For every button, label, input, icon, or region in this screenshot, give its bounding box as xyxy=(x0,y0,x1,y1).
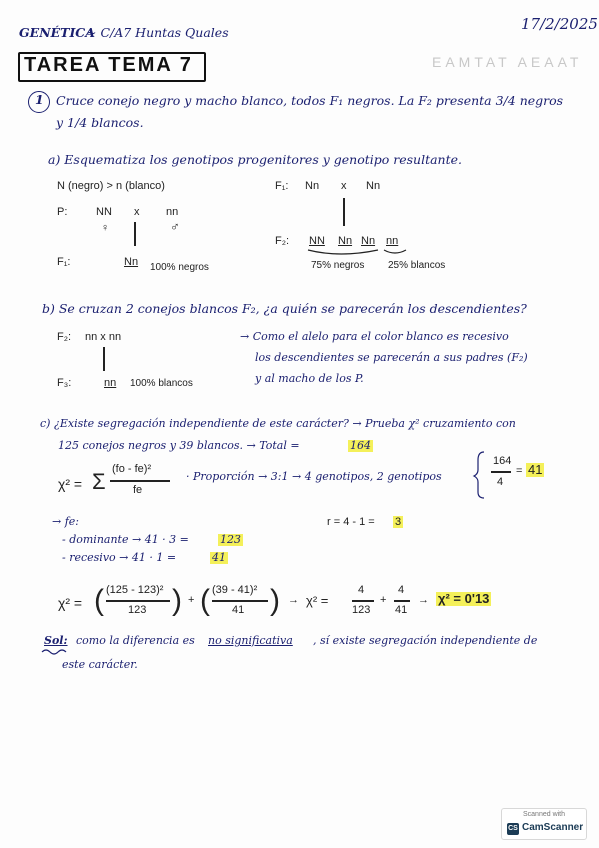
part-b-f3-label: F₃: xyxy=(57,377,72,389)
part-b-label: b) Se cruzan 2 conejos blancos F₂, ¿a quién se parecerán los descendientes? xyxy=(42,301,527,316)
f2-label: F₂: xyxy=(275,235,290,247)
term1-denominator: 123 xyxy=(128,604,147,616)
solution-line1-b: no significativa xyxy=(208,634,293,647)
f2-black-percentage: 75% negros xyxy=(311,260,365,271)
p-female-genotype: NN xyxy=(96,206,112,218)
total-value: 164 xyxy=(350,439,371,452)
f1-cross-parent-a: Nn xyxy=(305,180,320,192)
chi-calc-lhs: χ² = xyxy=(58,595,83,611)
male-symbol-icon: ♂ xyxy=(170,219,180,234)
part-c-label-line1: c) ¿Existe segregación independiente de este carácter? → Prueba χ² cruzamiento con xyxy=(40,417,516,430)
notebook-page: GENÉTICA ~ C/A7 Huntas Quales 17/2/2025 TAREA TEMA 7 EAMTAT AEAAT 1 Cruce conejo negro y macho blanco, todos F₁ negros. La F₂ presenta 3/4 negros y 1/4 blancos. a) Esquematiza los genotipos progenitores y genotipo resultante. N (negro) > n (blanco) P: NN x nn ♀ ♂ F₁: Nn 100% negros F₁: Nn x Nn F₂: NN Nn Nn nn 75% negros 25% blancos b) Se cruzan 2 conejos blancos F₂, ¿a quién se parecerán los descendientes? F₂: nn x nn F₃: nn 100% blancos → Como el alelo para el color blanco es recesivo los descendientes se parecerán a sus padres (F₂) y al macho de los P. c) ¿Existe segregación independiente de este carácter? → Prueba χ² cruzamiento con 125 conejos negros y 39 blancos. → Total = 164 χ² = Σ (fo - fe)² fe · Proporción → 3:1 → 4 genotipos, 2 genotipos 164 4 = 41 → fe: - dominante → 41 · 3 = 123 - recesivo → 41 · 1 = 41 r = 4 - 1 = 3 χ² = ( (125 - 123)² 123 ) + ( (39 - 41)² 41 ) → χ² = 4 123 + 4 41 → χ² = 0'13 Sol: como la diferencia es no significativa , sí existe segregación independiente de este carácter. Scanned with CS CamScanner xyxy=(0,0,599,848)
camscanner-badge xyxy=(501,808,587,840)
problem-statement-line1: Cruce conejo negro y macho blanco, todos F₁ negros. La F₂ presenta 3/4 negros xyxy=(56,93,564,108)
f1-result: 100% negros xyxy=(150,262,209,273)
part-c-label-line2: 125 conejos negros y 39 blancos. → Total = xyxy=(58,439,300,452)
solution-line2: este carácter. xyxy=(62,658,138,671)
faint-bleed-text: EAMTAT AEAAT xyxy=(432,54,583,70)
plus-sign-2: + xyxy=(380,594,387,606)
term1-numerator: (125 - 123)² xyxy=(106,584,164,596)
fraction1-numerator: 4 xyxy=(358,584,365,596)
part-b-answer-line2: los descendientes se parecerán a sus padres (F₂) xyxy=(255,351,528,364)
sigma-symbol: Σ xyxy=(92,469,106,494)
part-b-answer-line3: y al macho de los P. xyxy=(255,372,364,385)
part-b-f2-label: F₂: xyxy=(57,331,72,343)
female-symbol-icon: ♀ xyxy=(101,222,110,234)
ratio-denominator: 4 xyxy=(497,476,504,488)
f2-white-percentage: 25% blancos xyxy=(388,260,446,271)
solution-line1-c: , sí existe segregación independiente de xyxy=(313,634,538,647)
f1-cross-label: F₁: xyxy=(275,180,289,192)
chi2-lhs: χ² = xyxy=(306,593,329,608)
page-title: TAREA TEMA 7 xyxy=(24,54,193,76)
final-arrow: → xyxy=(418,594,429,606)
camscanner-top-text: Scanned with xyxy=(522,811,566,818)
fe-label: → fe: xyxy=(52,515,80,528)
recessive-line: - recesivo → 41 · 1 = xyxy=(62,551,177,564)
solution-label: Sol: xyxy=(44,634,68,647)
fraction2-denominator: 41 xyxy=(395,604,408,616)
part-b-f3-genotype: nn xyxy=(104,377,117,389)
f1-label: F₁: xyxy=(57,256,71,268)
chi-formula-denominator: fe xyxy=(133,484,143,496)
ratio-numerator: 164 xyxy=(493,455,512,467)
part-b-answer-line1: → Como el alelo para el color blanco es recesivo xyxy=(240,330,509,343)
plus-sign: + xyxy=(188,594,195,606)
p-label: P: xyxy=(57,206,68,218)
f2-genotype-3: Nn xyxy=(361,235,376,247)
problem-number: 1 xyxy=(35,92,44,107)
date-text: 17/2/2025 xyxy=(521,15,598,33)
f2-genotype-1: NN xyxy=(309,235,325,247)
term2-numerator: (39 - 41)² xyxy=(212,584,258,596)
alleles-text: N (negro) > n (blanco) xyxy=(57,180,165,192)
f2-genotype-2: Nn xyxy=(338,235,353,247)
ratio-result: 41 xyxy=(528,462,543,477)
final-result: χ² = 0'13 xyxy=(438,591,490,606)
f1-cross-parent-b: Nn xyxy=(366,180,381,192)
calc-arrow: → xyxy=(288,594,299,606)
dominant-line: - dominante → 41 · 3 = xyxy=(62,533,189,546)
f1-cross-symbol: x xyxy=(341,180,347,192)
camscanner-name: CamScanner xyxy=(522,822,584,833)
degrees-of-freedom-value: 3 xyxy=(395,516,402,528)
subtitle-text: ~ C/A7 Huntas Quales xyxy=(86,25,229,40)
p-cross-symbol: x xyxy=(134,206,140,218)
dominant-value: 123 xyxy=(220,533,241,546)
camscanner-logo-icon: CS xyxy=(507,823,519,835)
part-b-f2-cross: nn x nn xyxy=(85,331,122,343)
subject-label: GENÉTICA xyxy=(19,25,95,40)
f2-genotype-4: nn xyxy=(386,235,399,247)
solution-line1-a: como la diferencia es xyxy=(76,634,195,647)
fraction1-denominator: 123 xyxy=(352,604,371,616)
part-b-f3-result: 100% blancos xyxy=(130,378,193,389)
f1-genotype: Nn xyxy=(124,256,139,268)
chi-formula-lhs: χ² = xyxy=(58,476,83,492)
chi-formula-numerator: (fo - fe)² xyxy=(112,463,152,475)
fraction2-numerator: 4 xyxy=(398,584,405,596)
degrees-of-freedom-label: r = 4 - 1 = xyxy=(327,516,375,528)
term2-denominator: 41 xyxy=(232,604,245,616)
part-a-label: a) Esquematiza los genotipos progenitores y genotipo resultante. xyxy=(48,152,463,167)
problem-statement-line2: y 1/4 blancos. xyxy=(56,115,144,130)
proportion-text: · Proporción → 3:1 → 4 genotipos, 2 genotipos xyxy=(186,470,442,483)
recessive-value: 41 xyxy=(212,551,226,564)
p-male-genotype: nn xyxy=(166,206,179,218)
